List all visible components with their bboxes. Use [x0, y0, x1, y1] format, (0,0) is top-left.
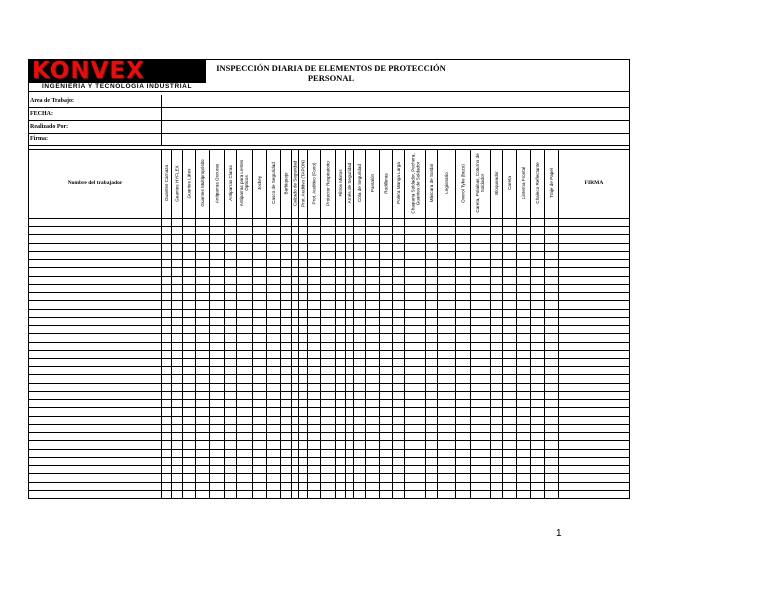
table-row[interactable] — [28, 465, 630, 473]
table-row[interactable] — [28, 440, 630, 448]
column-header-21: Máscara de Soldar — [428, 163, 434, 203]
column-header-18: Rodilleras — [383, 172, 388, 194]
table-row[interactable] — [28, 243, 630, 251]
table-row[interactable] — [28, 292, 630, 300]
field-label-3: Firma: — [30, 136, 48, 142]
table-row[interactable] — [28, 325, 630, 333]
field-divider — [161, 95, 162, 145]
logo-wordmark: KONVEX — [32, 58, 145, 84]
document-title-line1: INSPECCIÓN DIARIA DE ELEMENTOS DE PROTECCIÓN — [216, 63, 446, 73]
table-row[interactable] — [28, 259, 630, 267]
table-row[interactable] — [28, 457, 630, 465]
column-header-16: Cola de Seguridad — [356, 163, 362, 203]
table-row[interactable] — [28, 374, 630, 382]
table-row[interactable] — [28, 407, 630, 415]
table-row[interactable] — [28, 300, 630, 308]
column-header-11: Prot. Auditivo (TAPON) — [300, 159, 305, 207]
column-header-12: Prot. Auditivo (Fono) — [311, 162, 316, 204]
column-header-17: Pantalón — [369, 173, 375, 193]
column-header-7: Jockey — [256, 175, 262, 191]
document-title — [206, 63, 456, 83]
table-row[interactable] — [28, 399, 630, 407]
document-title-line2: PERSONAL — [307, 73, 355, 83]
table-row[interactable] — [28, 391, 630, 399]
table-row[interactable] — [28, 309, 630, 317]
table-row[interactable] — [28, 333, 630, 341]
column-header-10: Calzado de Seguridad — [292, 160, 297, 206]
column-header-28: Chaleco Reflectante — [534, 162, 540, 204]
column-header-25: Bloqueador — [493, 171, 499, 195]
table-row[interactable] — [28, 267, 630, 275]
table-row[interactable] — [28, 473, 630, 481]
table-row[interactable] — [28, 449, 630, 457]
table-row[interactable] — [28, 276, 630, 284]
column-header-0: Guantes Carnaza — [163, 165, 169, 202]
column-header-15: Arnés de Seguridad — [346, 162, 352, 204]
column-header-1: Guantes HYFLEX — [174, 164, 179, 202]
column-header-8: Casco de Seguridad — [270, 162, 276, 204]
field-label-1: FECHA: — [30, 111, 53, 117]
column-header-26: Careta — [506, 176, 512, 190]
table-row[interactable] — [28, 416, 630, 424]
column-header-20: Chaqueta Soldador, Pechera, Guantes de Soldador — [409, 152, 420, 214]
column-header-6: Antiparras para Lentes Ópticos — [239, 159, 249, 207]
table-row[interactable] — [28, 218, 630, 226]
column-header-9: Barbiquejo — [283, 172, 288, 194]
column-header-22: Legionario — [443, 172, 449, 194]
column-header-13: Protector Respiratorio — [325, 160, 330, 206]
table-row[interactable] — [28, 251, 630, 259]
header-separator — [28, 91, 630, 92]
table-row[interactable] — [28, 350, 630, 358]
company-logo — [28, 59, 206, 91]
table-row-line — [28, 498, 630, 499]
table-row[interactable] — [28, 317, 630, 325]
column-header-24: Careta, Polainas, Coturno de Soldador — [475, 153, 485, 213]
logo-tagline: INGENIERÍA Y TECNOLOGÍA INDUSTRIAL — [41, 83, 193, 90]
column-header-3: Guantes Multipropósito — [199, 159, 205, 207]
table-row[interactable] — [28, 366, 630, 374]
field-input-3[interactable] — [161, 133, 630, 145]
table-row[interactable] — [28, 490, 630, 498]
table-row[interactable] — [28, 226, 630, 234]
column-header-2: Guantes Látex — [186, 168, 191, 198]
column-header-5: Antiparras Claras — [227, 165, 233, 201]
column-header-14: Filtros Mixtos — [337, 169, 343, 197]
field-input-1[interactable] — [161, 108, 630, 120]
table-top-line — [28, 149, 630, 150]
field-line-3 — [28, 145, 630, 146]
field-label-0: Area de Trabajo: — [30, 98, 74, 104]
field-input-0[interactable] — [161, 95, 630, 107]
field-label-2: Realizado Por: — [30, 124, 69, 130]
worker-name-header: Nombre del trabajador — [67, 180, 123, 186]
column-header-19: Polera Manga Larga — [395, 162, 401, 204]
column-header-27: Linterna Frontal — [520, 166, 526, 200]
table-row[interactable] — [28, 432, 630, 440]
column-header-23: Overol Tyke (buzo) — [460, 163, 465, 203]
table-row[interactable] — [28, 284, 630, 292]
table-row[interactable] — [28, 234, 630, 242]
table-row[interactable] — [28, 342, 630, 350]
table-row[interactable] — [28, 383, 630, 391]
table-row[interactable] — [28, 424, 630, 432]
page-number: 1 — [556, 528, 562, 539]
field-input-2[interactable] — [161, 121, 630, 133]
table-row[interactable] — [28, 358, 630, 366]
table-row[interactable] — [28, 482, 630, 490]
signature-header: FIRMA — [584, 180, 604, 186]
column-header-4: Antiparras Oscuras — [214, 163, 219, 203]
column-header-29: Traje de Papel — [548, 168, 554, 198]
